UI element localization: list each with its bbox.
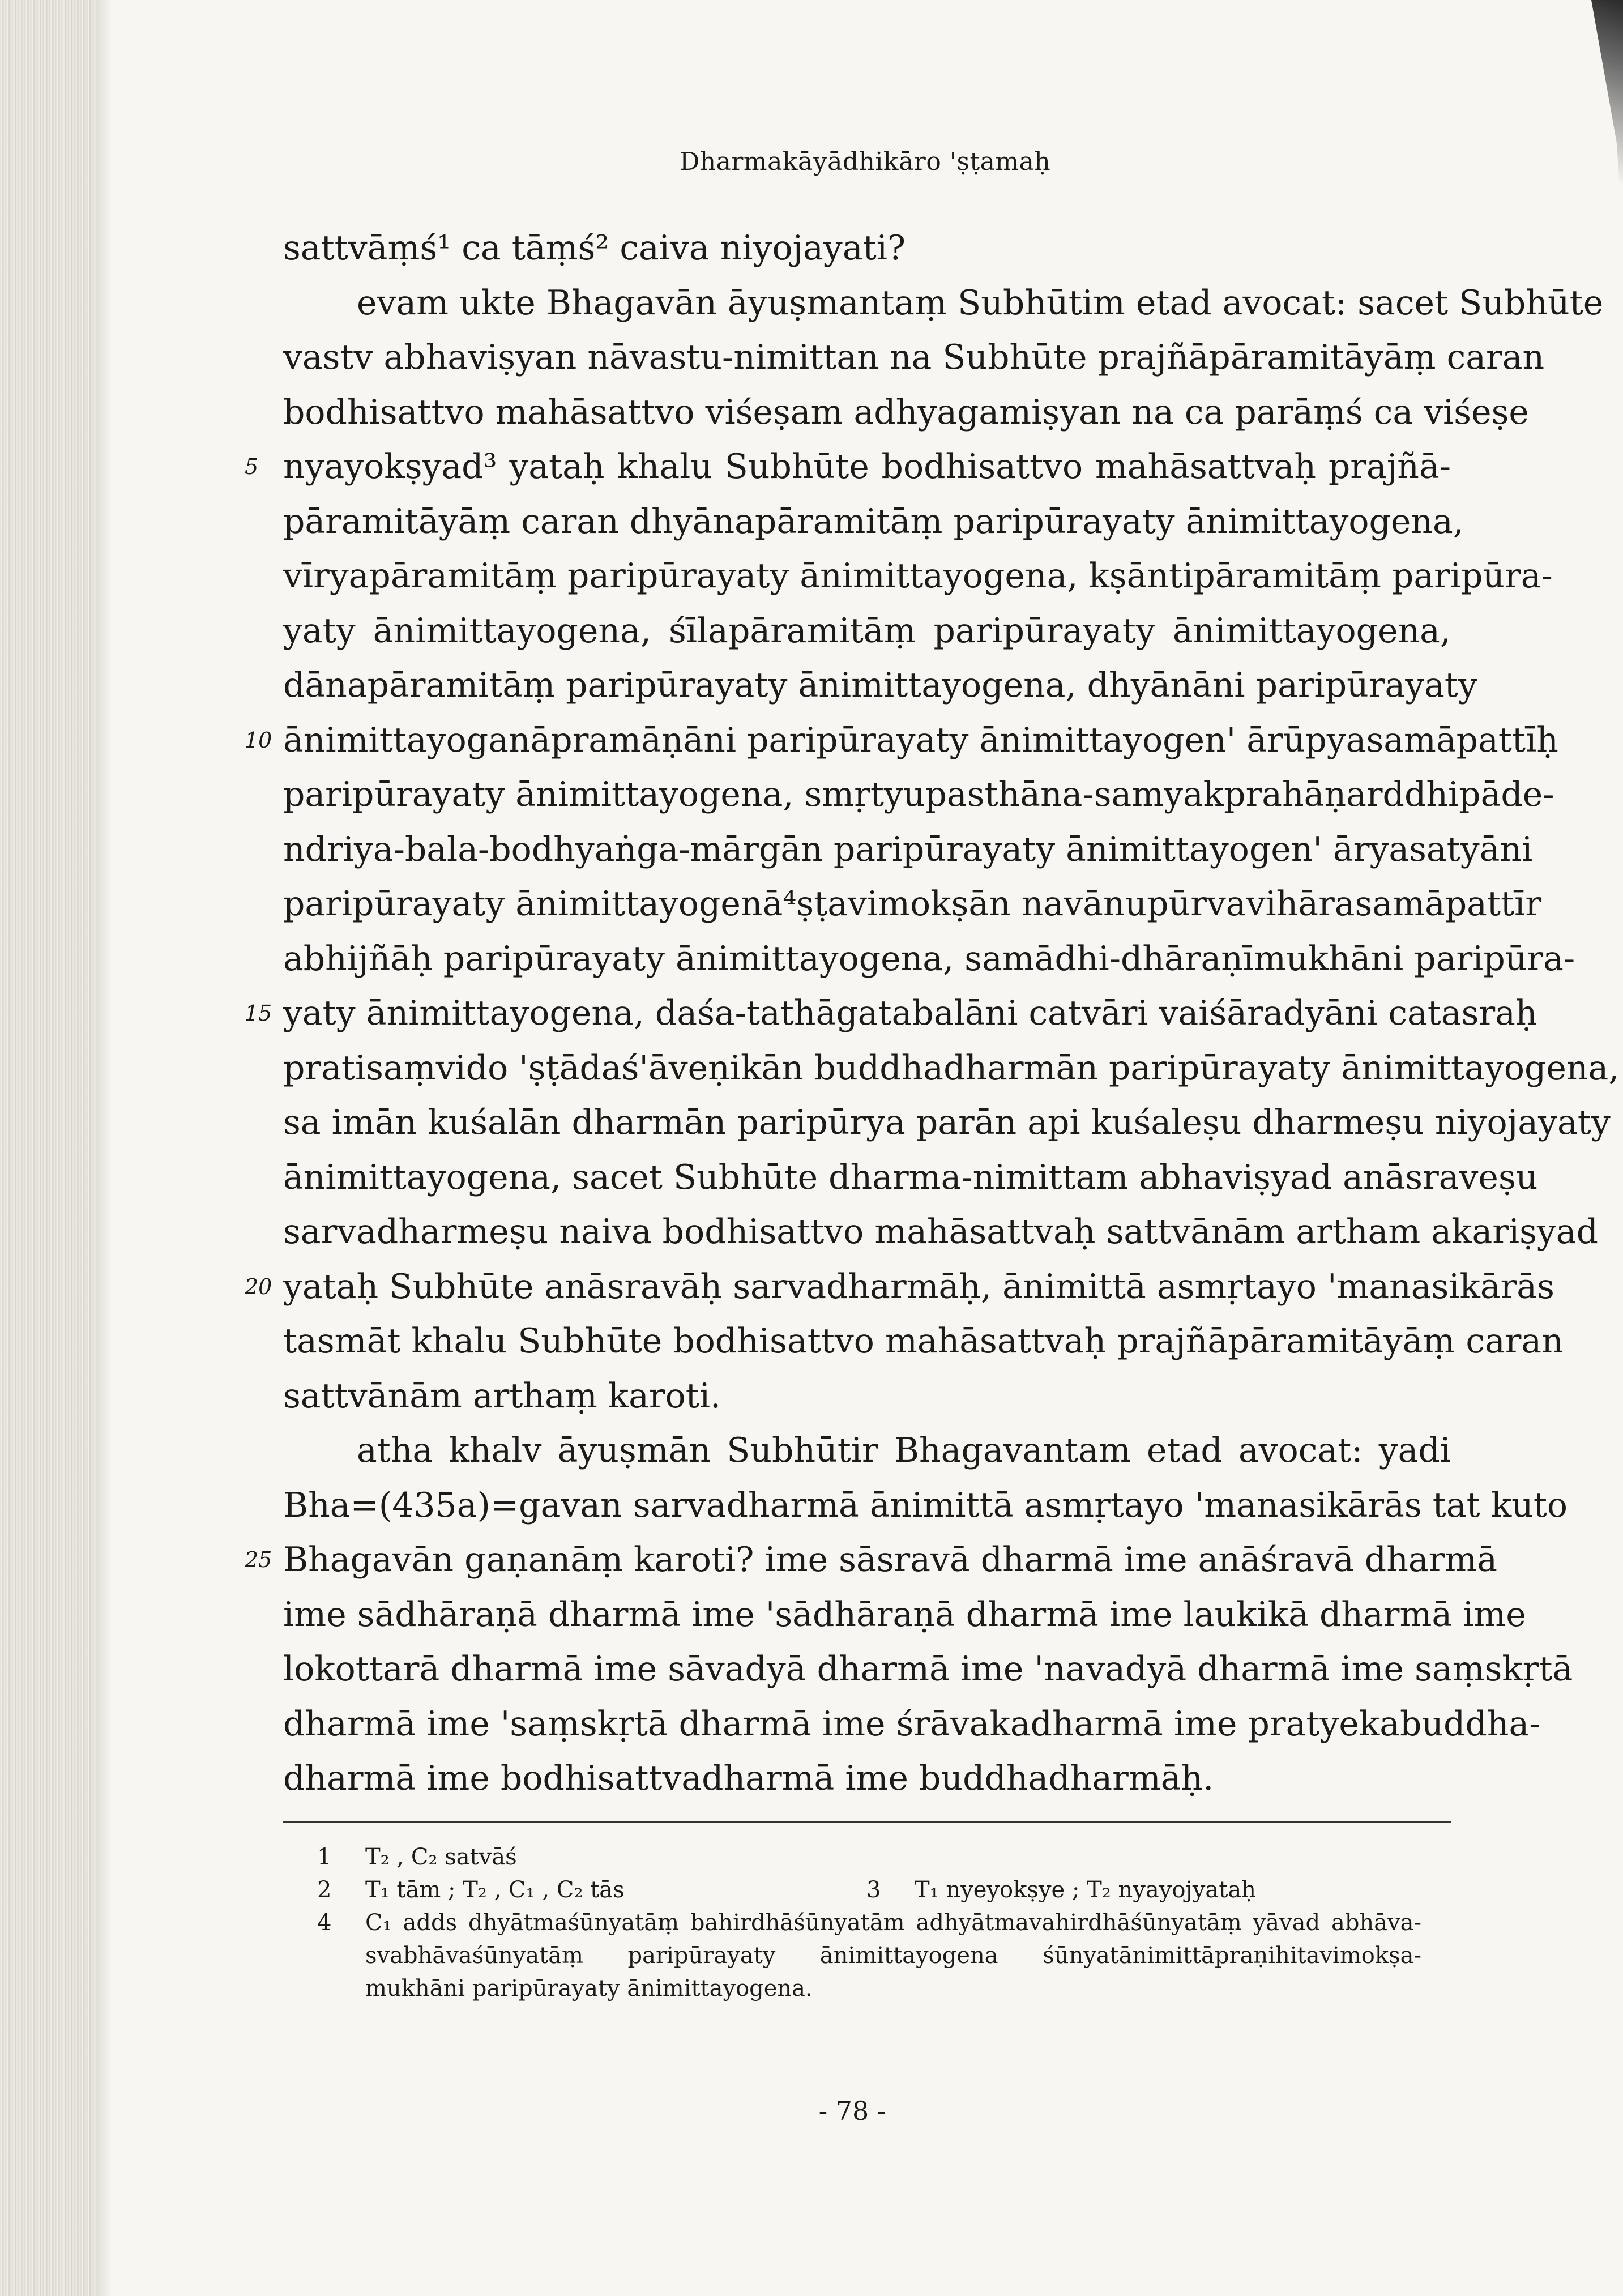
line-text: paripūrayaty ānimittayogena, smṛtyupasthāna-samyakprahāṇarddhipāde- xyxy=(283,775,1554,814)
text-line xyxy=(245,1260,1554,1315)
line-text: sarvadharmeṣu naiva bodhisattvo mahāsattvaḥ sattvānām artham akariṣyad xyxy=(283,1212,1598,1252)
line-text: bodhisattvo mahāsattvo viśeṣam adhyagamiṣyan na ca parāṃś ca viśeṣe xyxy=(283,392,1529,432)
text-line xyxy=(283,1369,1451,1424)
footnotes xyxy=(317,1841,1421,2005)
text-line xyxy=(283,1751,1451,1806)
line-text: yaty ānimittayogena, daśa-tathāgatabalāni catvāri vaiśāradyāni catasraḥ xyxy=(283,993,1537,1033)
text-line xyxy=(283,877,1542,932)
line-text: vīryapāramitāṃ paripūrayaty ānimittayogena, kṣāntipāramitāṃ paripūra- xyxy=(283,556,1553,596)
line-text: pratisaṃvido 'ṣṭādaś'āveṇikān buddhadharmān paripūrayaty ānimittayogena, xyxy=(283,1048,1620,1088)
text-line xyxy=(283,658,1477,713)
footnote-divider xyxy=(283,1821,1451,1823)
line-number: 15 xyxy=(245,1001,272,1026)
footnote-text: T₁ tām ; T₂ , C₁ , C₂ tās xyxy=(365,1877,625,1903)
text-line xyxy=(283,1697,1541,1752)
text-line xyxy=(283,767,1554,822)
line-text: dharmā ime bodhisattvadharmā ime buddhadharmāḥ. xyxy=(283,1759,1214,1798)
line-text: atha khalv āyuṣmān Subhūtir Bhagavantam etad avocat: yadi xyxy=(357,1431,1451,1470)
line-text: ānimittayoganāpramāṇāni paripūrayaty ānimittayogen' ārūpyasamāpattīḥ xyxy=(283,720,1558,760)
line-text: sa imān kuśalān dharmān paripūrya parān api kuśaleṣu dharmeṣu niyojayaty xyxy=(283,1103,1611,1142)
footnote-number: 4 xyxy=(317,1910,332,1936)
footnote-row-2-3 xyxy=(317,1873,1421,1906)
page-number: - 78 - xyxy=(818,2096,886,2126)
page-binding-edge xyxy=(0,0,96,2296)
line-text: ime sādhāraṇā dharmā ime 'sādhāraṇā dharmā ime laukikā dharmā ime xyxy=(283,1594,1526,1634)
text-line xyxy=(283,330,1545,385)
text-line xyxy=(245,439,1451,494)
text-line xyxy=(283,1095,1611,1150)
text-line xyxy=(245,1533,1497,1587)
footnote-text: T₁ nyeyokṣye ; T₂ nyayojyataḥ xyxy=(915,1877,1256,1903)
text-line xyxy=(283,1150,1538,1205)
text-line xyxy=(283,1423,1451,1478)
page-corner-shadow xyxy=(1544,0,1623,238)
text-line xyxy=(283,1478,1568,1533)
line-text: Bha=(435a)=gavan sarvadharmā ānimittā asmṛtayo 'manasikārās tat kuto xyxy=(283,1485,1568,1525)
text-line xyxy=(283,549,1553,604)
main-text-block xyxy=(245,221,1620,1806)
line-number: 10 xyxy=(245,727,272,753)
text-line xyxy=(283,385,1529,440)
line-text: lokottarā dharmā ime sāvadyā dharmā ime 'navadyā dharmā ime saṃskṛtā xyxy=(283,1649,1573,1689)
line-text: dharmā ime 'saṃskṛtā dharmā ime śrāvakadharmā ime pratyekabuddha- xyxy=(283,1704,1541,1744)
line-text: nyayokṣyad³ yataḥ khalu Subhūte bodhisattvo mahāsattvaḥ prajñā- xyxy=(283,447,1451,486)
line-text: tasmāt khalu Subhūte bodhisattvo mahāsattvaḥ prajñāpāramitāyāṃ caran xyxy=(283,1321,1564,1361)
line-text: Bhagavān gaṇanāṃ karoti? ime sāsravā dharmā ime anāśravā dharmā xyxy=(283,1540,1497,1580)
line-number: 5 xyxy=(245,454,259,479)
line-text: paripūrayaty ānimittayogenā⁴ṣṭavimokṣān navānupūrvavihārasamāpattīr xyxy=(283,884,1542,924)
line-text: vastv abhaviṣyan nāvastu-nimittan na Subhūte prajñāpāramitāyāṃ caran xyxy=(283,338,1545,377)
line-text: pāramitāyāṃ caran dhyānapāramitāṃ paripūrayaty ānimittayogena, xyxy=(283,501,1464,541)
footnote-text: T₂ , C₂ satvāś xyxy=(365,1844,517,1870)
line-text: yaty ānimittayogena, śīlapāramitāṃ paripūrayaty ānimittayogena, xyxy=(283,611,1451,651)
text-line xyxy=(283,932,1575,987)
text-line xyxy=(283,1587,1526,1642)
footnote-number: 3 xyxy=(866,1877,881,1903)
text-line xyxy=(283,1205,1598,1260)
line-text: evam ukte Bhagavān āyuṣmantaṃ Subhūtim etad avocat: sacet Subhūte xyxy=(357,283,1604,323)
text-line xyxy=(283,822,1533,877)
footnote-number: 1 xyxy=(317,1844,332,1870)
text-line xyxy=(283,221,1451,276)
running-header: Dharmakāyādhikāro 'ṣṭamaḥ xyxy=(680,147,1051,176)
footnote-4 xyxy=(317,1906,1421,2005)
line-text: sattvānām arthaṃ karoti. xyxy=(283,1376,721,1416)
text-line xyxy=(283,1642,1573,1697)
line-text: ndriya-bala-bodhyaṅga-mārgān paripūrayaty ānimittayogen' āryasatyāni xyxy=(283,829,1533,869)
text-line xyxy=(283,1041,1620,1096)
footnote-text-line: mukhāni paripūrayaty ānimittayogena. xyxy=(365,1975,813,2001)
line-number: 20 xyxy=(245,1274,272,1299)
footnote-text-line: svabhāvaśūnyatāṃ paripūrayaty ānimittayogena śūnyatānimittāpraṇihitavimokṣa- xyxy=(365,1943,1421,1969)
text-line xyxy=(245,986,1537,1041)
line-text: dānapāramitāṃ paripūrayaty ānimittayogena, dhyānāni paripūrayaty xyxy=(283,665,1477,705)
footnote-1 xyxy=(317,1841,1421,1873)
footnote-number: 2 xyxy=(317,1877,332,1903)
line-text: ānimittayogena, sacet Subhūte dharma-nimittam abhaviṣyad anāsraveṣu xyxy=(283,1157,1538,1197)
text-line xyxy=(283,604,1451,659)
text-line xyxy=(283,276,1604,331)
line-text: yataḥ Subhūte anāsravāḥ sarvadharmāḥ, ānimittā asmṛtayo 'manasikārās xyxy=(283,1266,1554,1307)
line-number: 25 xyxy=(245,1547,272,1572)
footnote-text-line: C₁ adds dhyātmaśūnyatāṃ bahirdhāśūnyatām adhyātmavahirdhāśūnyatāṃ yāvad abhāva- xyxy=(365,1910,1421,1936)
text-line xyxy=(283,494,1464,549)
text-line xyxy=(245,713,1558,768)
line-text: sattvāṃś¹ ca tāṃś² caiva niyojayati? xyxy=(283,228,906,268)
text-line xyxy=(283,1314,1564,1369)
line-text: abhijñāḥ paripūrayaty ānimittayogena, samādhi-dhāraṇīmukhāni paripūra- xyxy=(283,938,1575,979)
